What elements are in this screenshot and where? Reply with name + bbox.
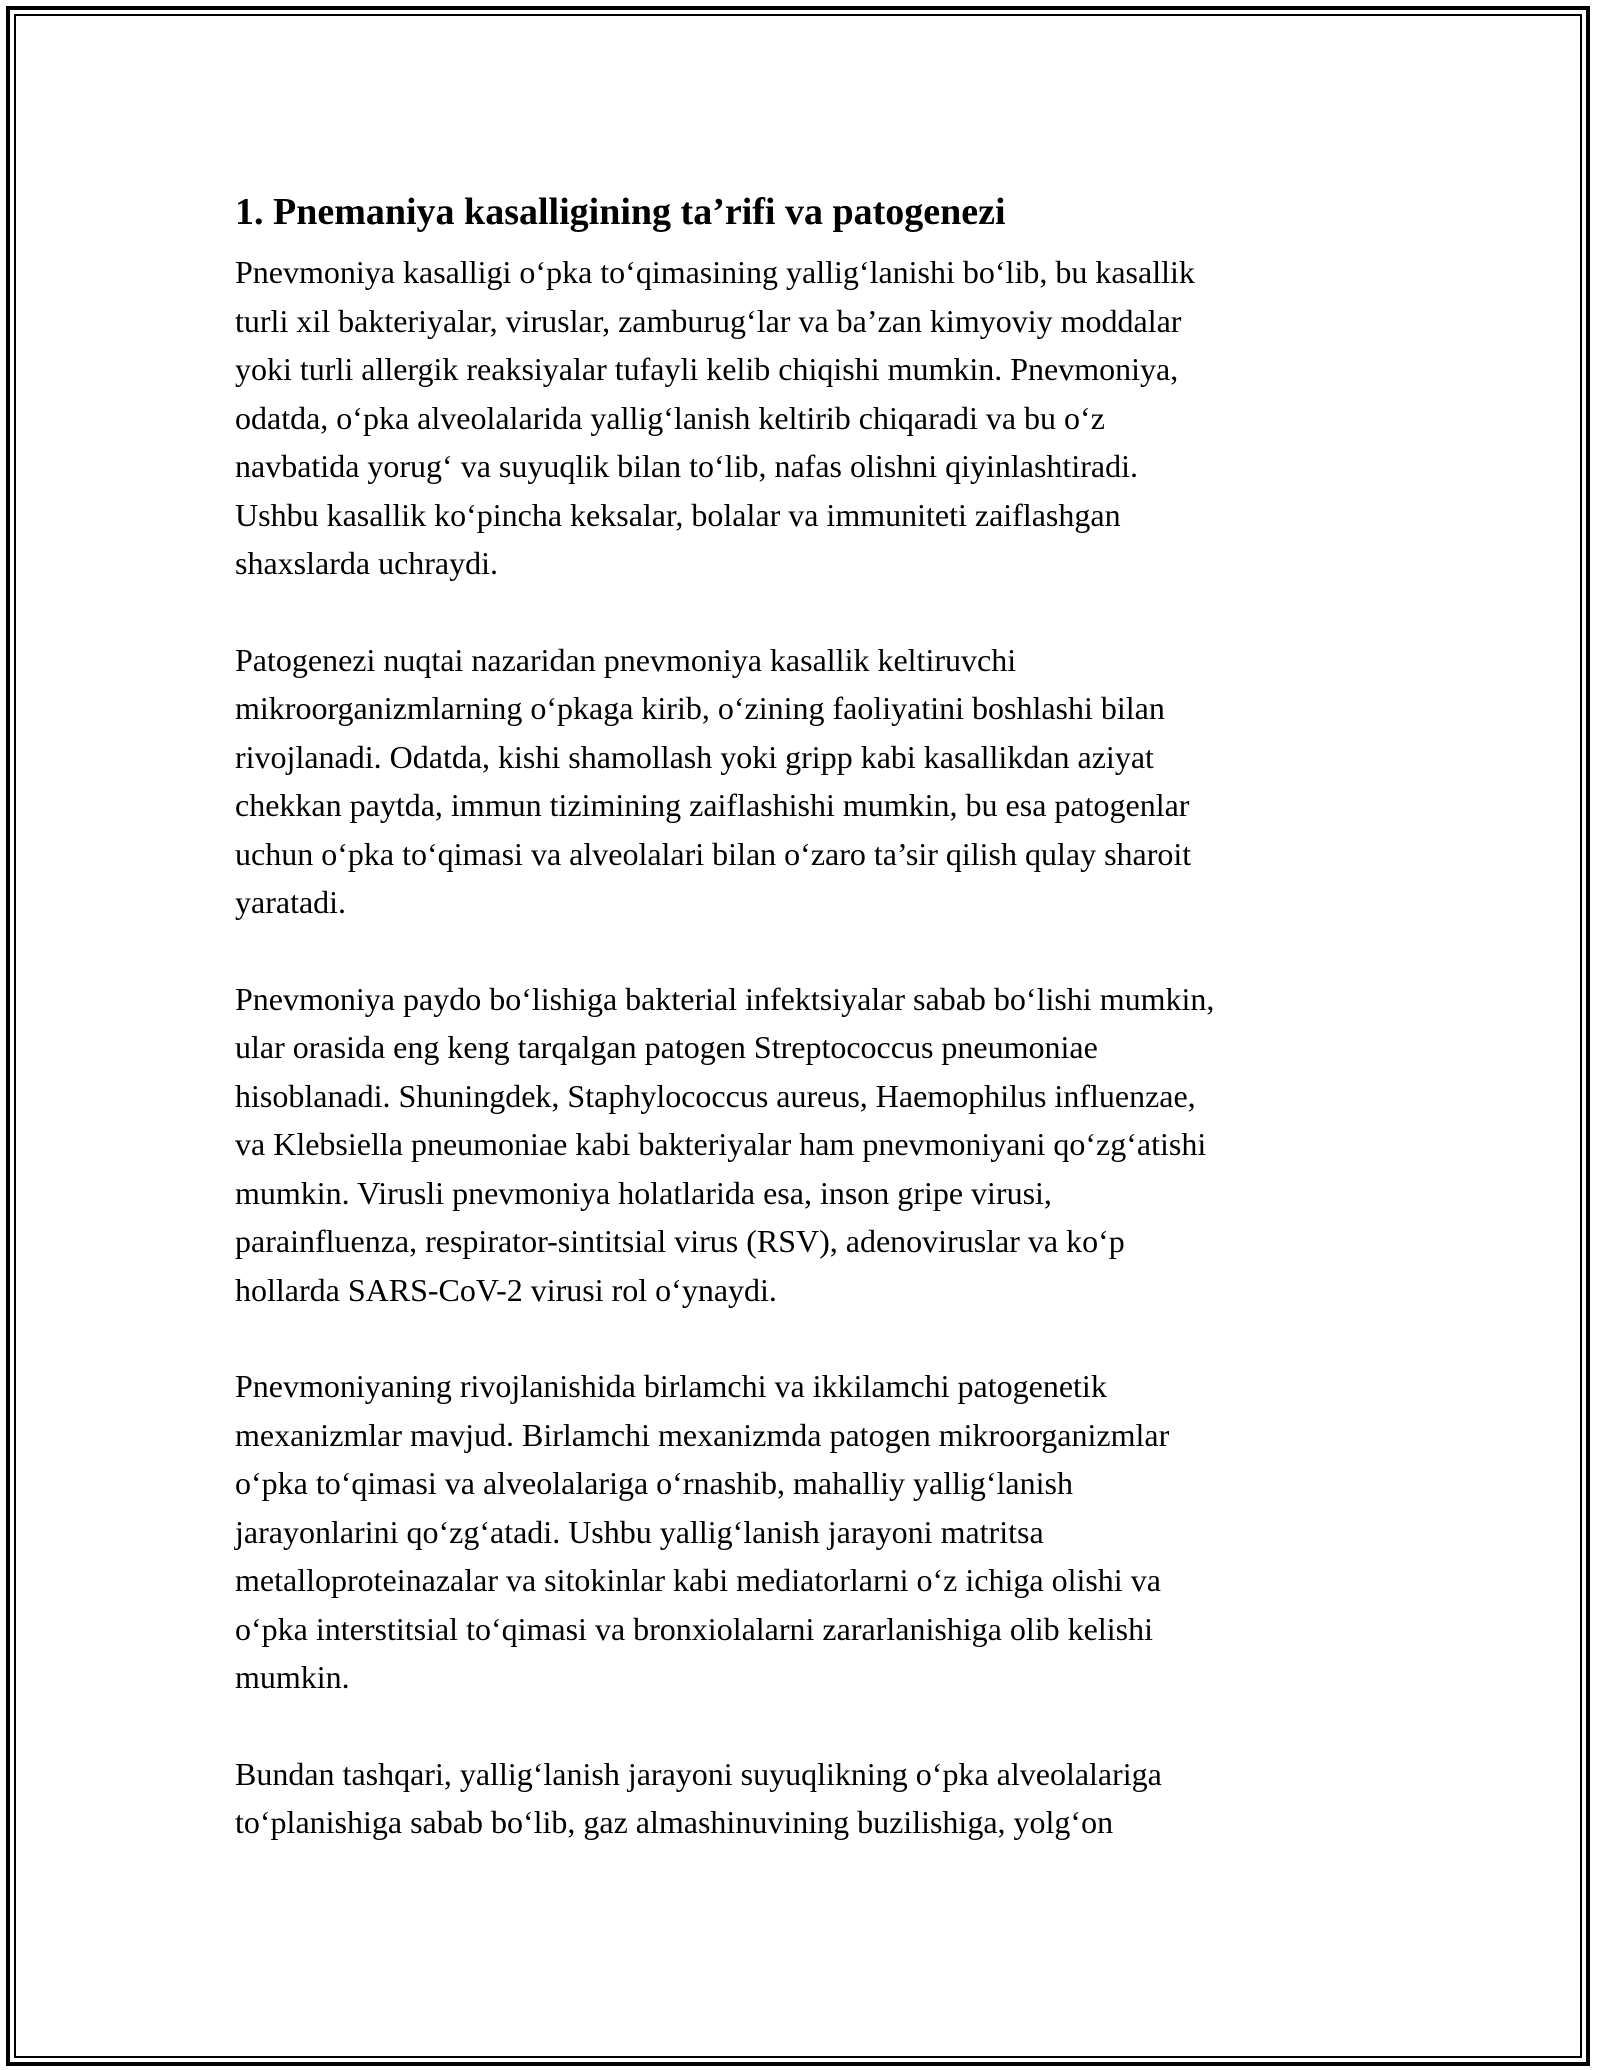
paragraph-causative-agents: Pnevmoniya paydo bo‘lishiga bakterial infektsiyalar sabab bo‘lishi mumkin, ular orasida eng keng tarqalgan patogen Streptococcus pneumoniae hisoblanadi. Shuningdek, Staphylococcus aureus, Haemophilus influenzae, va Klebsiella pneumoniae kabi bakteriyalar ham pnevmoniyani qo‘zg‘atishi mumkin. Virusli pnevmoniya holatlarida esa, inson gripe virusi, parainfluenza, respirator-sintitsial virus (RSV), adenoviruslar va ko‘p hollarda SARS-CoV-2 virusi rol o‘ynaydi. (235, 980, 1215, 1308)
paragraph-consequences: Bundan tashqari, yallig‘lanish jarayoni suyuqlikning o‘pka alveolalariga to‘planishiga sabab bo‘lib, gaz almashinuvining buzilishiga, yolg‘on (235, 1755, 1162, 1840)
section-heading: 1. Pnemaniya kasalligining ta’rifi va patogenezi (235, 191, 1006, 233)
document-body (235, 186, 1385, 1895)
paragraph-mechanisms: Pnevmoniyaning rivojlanishida birlamchi va ikkilamchi patogenetik mexanizmlar mavjud. Birlamchi mexanizmda patogen mikroorganizmlar o‘pka to‘qimasi va alveolalariga o‘rnashib, mahalliy yallig‘lanish jarayonlarini qo‘zg‘atadi. Ushbu yallig‘lanish jarayoni matritsa metalloproteinazalar va sitokinlar kabi mediatorlarni o‘z ichiga olishi va o‘pka interstitsial to‘qimasi va bronxiolalarni zararlanishiga olib kelishi mumkin. (235, 1368, 1170, 1695)
paragraph-pathogenesis: Patogenezi nuqtai nazaridan pnevmoniya kasallik keltiruvchi mikroorganizmlarning o‘pkaga kirib, o‘zining faoliyatini boshlashi bilan rivojlanadi. Odatda, kishi shamollash yoki gripp kabi kasallikdan aziyat chekkan paytda, immun tizimining zaiflashishi mumkin, bu esa patogenlar uchun o‘pka to‘qimasi va alveolalari bilan o‘zaro ta’sir qilish qulay sharoit yaratadi. (235, 641, 1192, 920)
paragraph-definition: Pnevmoniya kasalligi o‘pka to‘qimasining yallig‘lanishi bo‘lib, bu kasallik turli xil bakteriyalar, viruslar, zamburug‘lar va ba’zan kimyoviy moddalar yoki turli allergik reaksiyalar tufayli kelib chiqishi mumkin. Pnevmoniya, odatda, o‘pka alveolalarida yallig‘lanish keltirib chiqaradi va bu o‘z navbatida yorug‘ va suyuqlik bilan to‘lib, nafas olishni qiyinlashtiradi. Ushbu kasallik ko‘pincha keksalar, bolalar va immuniteti zaiflashgan shaxslarda uchraydi. (235, 254, 1195, 581)
